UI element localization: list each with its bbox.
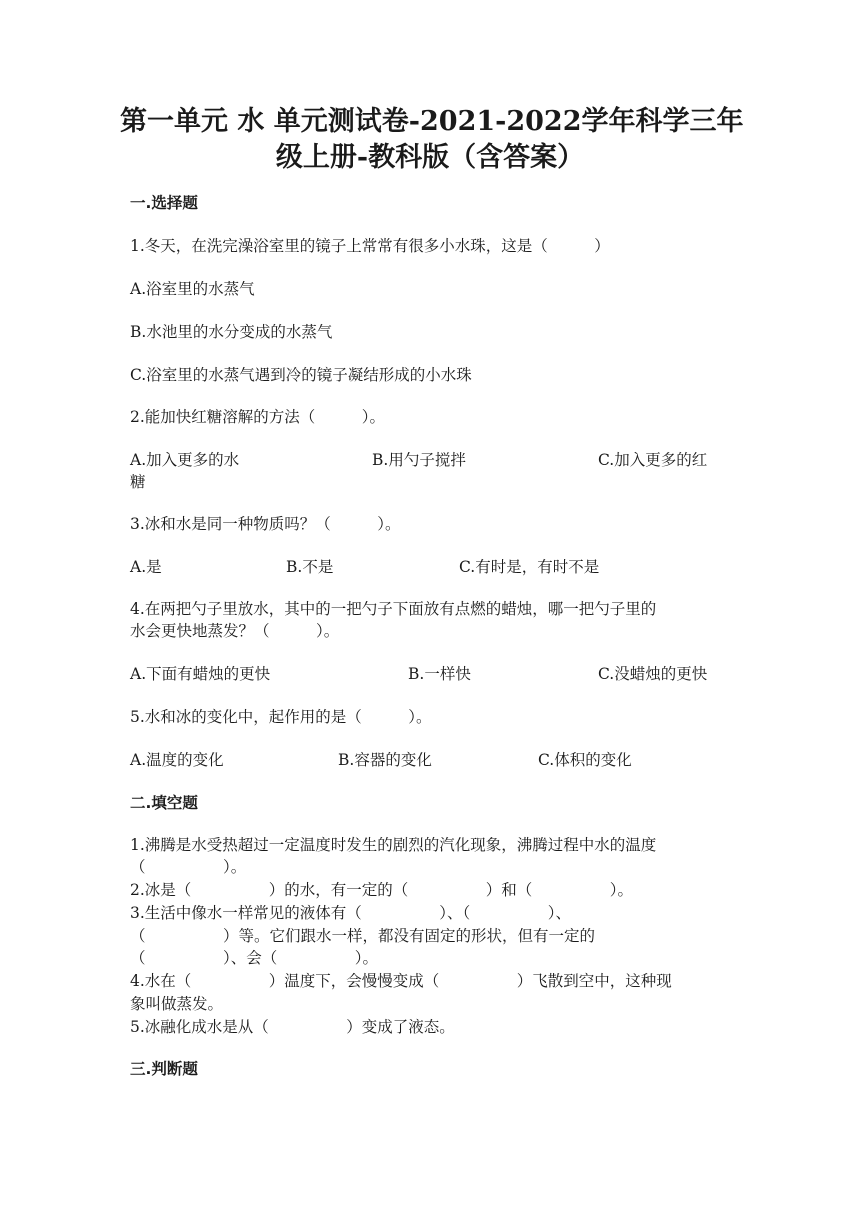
question-option: C.加入更多的红 xyxy=(598,451,708,469)
question-option: C.有时是，有时不是 xyxy=(459,558,600,576)
question-option: B.不是 xyxy=(286,558,334,576)
section-heading-choice: 一.选择题 xyxy=(130,194,198,212)
page-title xyxy=(120,104,744,176)
question-stem: 1.冬天，在洗完澡浴室里的镜子上常常有很多小水珠，这是（ ） xyxy=(130,237,610,255)
section-heading-judge: 三.判断题 xyxy=(130,1060,198,1078)
question-stem: 5.水和冰的变化中，起作用的是（ ）。 xyxy=(130,708,432,726)
title-line-1: 第一单元 水 单元测试卷-2021-2022学年科学三年 xyxy=(120,106,744,137)
fill-line: （ ）。 xyxy=(130,858,247,876)
fill-line: 2.冰是（ ）的水，有一定的（ ）和（ ）。 xyxy=(130,881,634,899)
question-option: A.温度的变化 xyxy=(130,751,224,769)
question-option: A.加入更多的水 xyxy=(130,451,240,469)
question-option: B.用勺子搅拌 xyxy=(372,451,466,469)
fill-line: 象叫做蒸发。 xyxy=(130,995,224,1013)
question-stem-cont: 水会更快地蒸发？（ ）。 xyxy=(130,622,340,640)
question-option: B.容器的变化 xyxy=(338,751,432,769)
question-stem: 4.在两把勺子里放水，其中的一把勺子下面放有点燃的蜡烛，哪一把勺子里的 xyxy=(130,600,657,618)
fill-line: 5.冰融化成水是从（ ）变成了液态。 xyxy=(130,1018,455,1036)
fill-line: （ ）等。它们跟水一样，都没有固定的形状，但有一定的 xyxy=(130,927,596,945)
question-stem: 2.能加快红糖溶解的方法（ ）。 xyxy=(130,408,386,426)
question-option: C.浴室里的水蒸气遇到冷的镜子凝结形成的小水珠 xyxy=(130,366,472,384)
fill-line: 3.生活中像水一样常见的液体有（ ）、（ ）、 xyxy=(130,904,572,922)
question-option: B.一样快 xyxy=(408,665,471,683)
title-line-2: 级上册-教科版（含答案） xyxy=(275,142,585,173)
fill-line: 1.沸腾是水受热超过一定温度时发生的剧烈的汽化现象，沸腾过程中水的温度 xyxy=(130,836,657,854)
fill-line: （ ）、会（ ）。 xyxy=(130,949,379,967)
question-option: A.是 xyxy=(130,558,162,576)
section-heading-fill: 二.填空题 xyxy=(130,794,198,812)
question-option: B.水池里的水分变成的水蒸气 xyxy=(130,323,333,341)
question-option: C.没蜡烛的更快 xyxy=(598,665,708,683)
question-option-wrap: 糖 xyxy=(130,473,146,491)
question-option: A.浴室里的水蒸气 xyxy=(130,280,255,298)
fill-line: 4.水在（ ）温度下，会慢慢变成（ ）飞散到空中，这种现 xyxy=(130,972,672,990)
question-stem: 3.冰和水是同一种物质吗？（ ）。 xyxy=(130,515,401,533)
question-option: A.下面有蜡烛的更快 xyxy=(130,665,271,683)
question-option: C.体积的变化 xyxy=(538,751,632,769)
